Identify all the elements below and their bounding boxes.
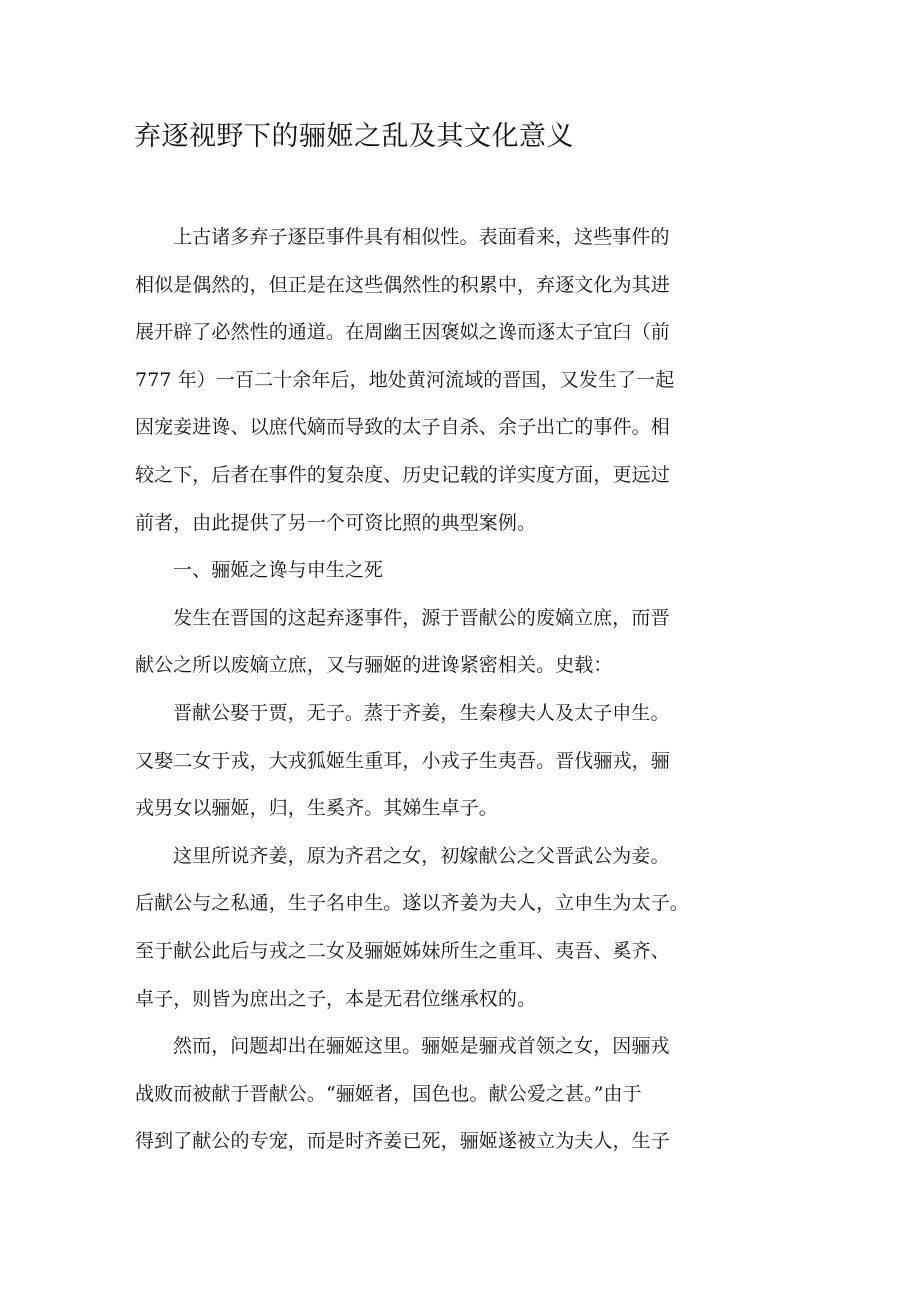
- paragraph: [135, 214, 695, 547]
- text-line: 较之下，后者在事件的复杂度、历史记载的详实度方面，更远过: [135, 463, 670, 486]
- text-line: 前者，由此提供了另一个可资比照的典型案例。: [135, 511, 537, 534]
- text-line: 晋献公娶于贾，无子。蒸于齐姜，生秦穆夫人及太子申生。: [173, 701, 670, 724]
- paragraph: [135, 595, 695, 690]
- text-line: 一、骊姬之谗与申生之死: [173, 559, 384, 582]
- document-body: [135, 214, 695, 1166]
- text-line: 后献公与之私通，生子名申生。遂以齐姜为夫人，立申生为太子。: [135, 892, 689, 915]
- text-line: 这里所说齐姜，原为齐君之女，初嫁献公之父晋武公为妾。: [173, 844, 670, 867]
- paragraph: [135, 833, 695, 1023]
- text-line: 因宠妾进谗、以庶代嫡而导致的太子自杀、余子出亡的事件。相: [135, 416, 670, 439]
- section-heading: [135, 547, 695, 595]
- text-line: 发生在晋国的这起弃逐事件，源于晋献公的废嫡立庶，而晋: [173, 606, 670, 629]
- text-line: 相似是偶然的，但正是在这些偶然性的积累中，弃逐文化为其进: [135, 273, 670, 296]
- text-line: 战败而被献于晋献公。“骊姬者，国色也。献公爱之甚。”由于: [135, 1082, 642, 1105]
- paragraph: [135, 1023, 695, 1166]
- text-line: 777 年）一百二十余年后，地处黄河流域的晋国，又发生了一起: [135, 368, 675, 391]
- text-line: 至于献公此后与戎之二女及骊姬姊妹所生之重耳、夷吾、奚齐、: [135, 939, 670, 962]
- paragraph: [135, 690, 695, 833]
- text-line: 卓子，则皆为庶出之子，本是无君位继承权的。: [135, 987, 537, 1010]
- text-line: 然而，问题却出在骊姬这里。骊姬是骊戎首领之女，因骊戎: [173, 1035, 670, 1058]
- document-title: 弃逐视野下的骊姬之乱及其文化意义: [134, 121, 574, 152]
- text-line: 献公之所以废嫡立庶，又与骊姬的进谗紧密相关。史载：: [135, 654, 613, 677]
- text-line: 戎男女以骊姬，归，生奚齐。其娣生卓子。: [135, 797, 498, 820]
- text-line: 上古诸多弃子逐臣事件具有相似性。表面看来，这些事件的: [173, 226, 670, 248]
- text-line: 得到了献公的专宠，而是时齐姜已死，骊姬遂被立为夫人，生子: [135, 1130, 670, 1153]
- text-line: 展开辟了必然性的通道。在周幽王因褒姒之谗而逐太子宜臼（前: [135, 321, 670, 344]
- text-line: 又娶二女于戎，大戎狐姬生重耳，小戎子生夷吾。晋伐骊戎，骊: [135, 749, 670, 772]
